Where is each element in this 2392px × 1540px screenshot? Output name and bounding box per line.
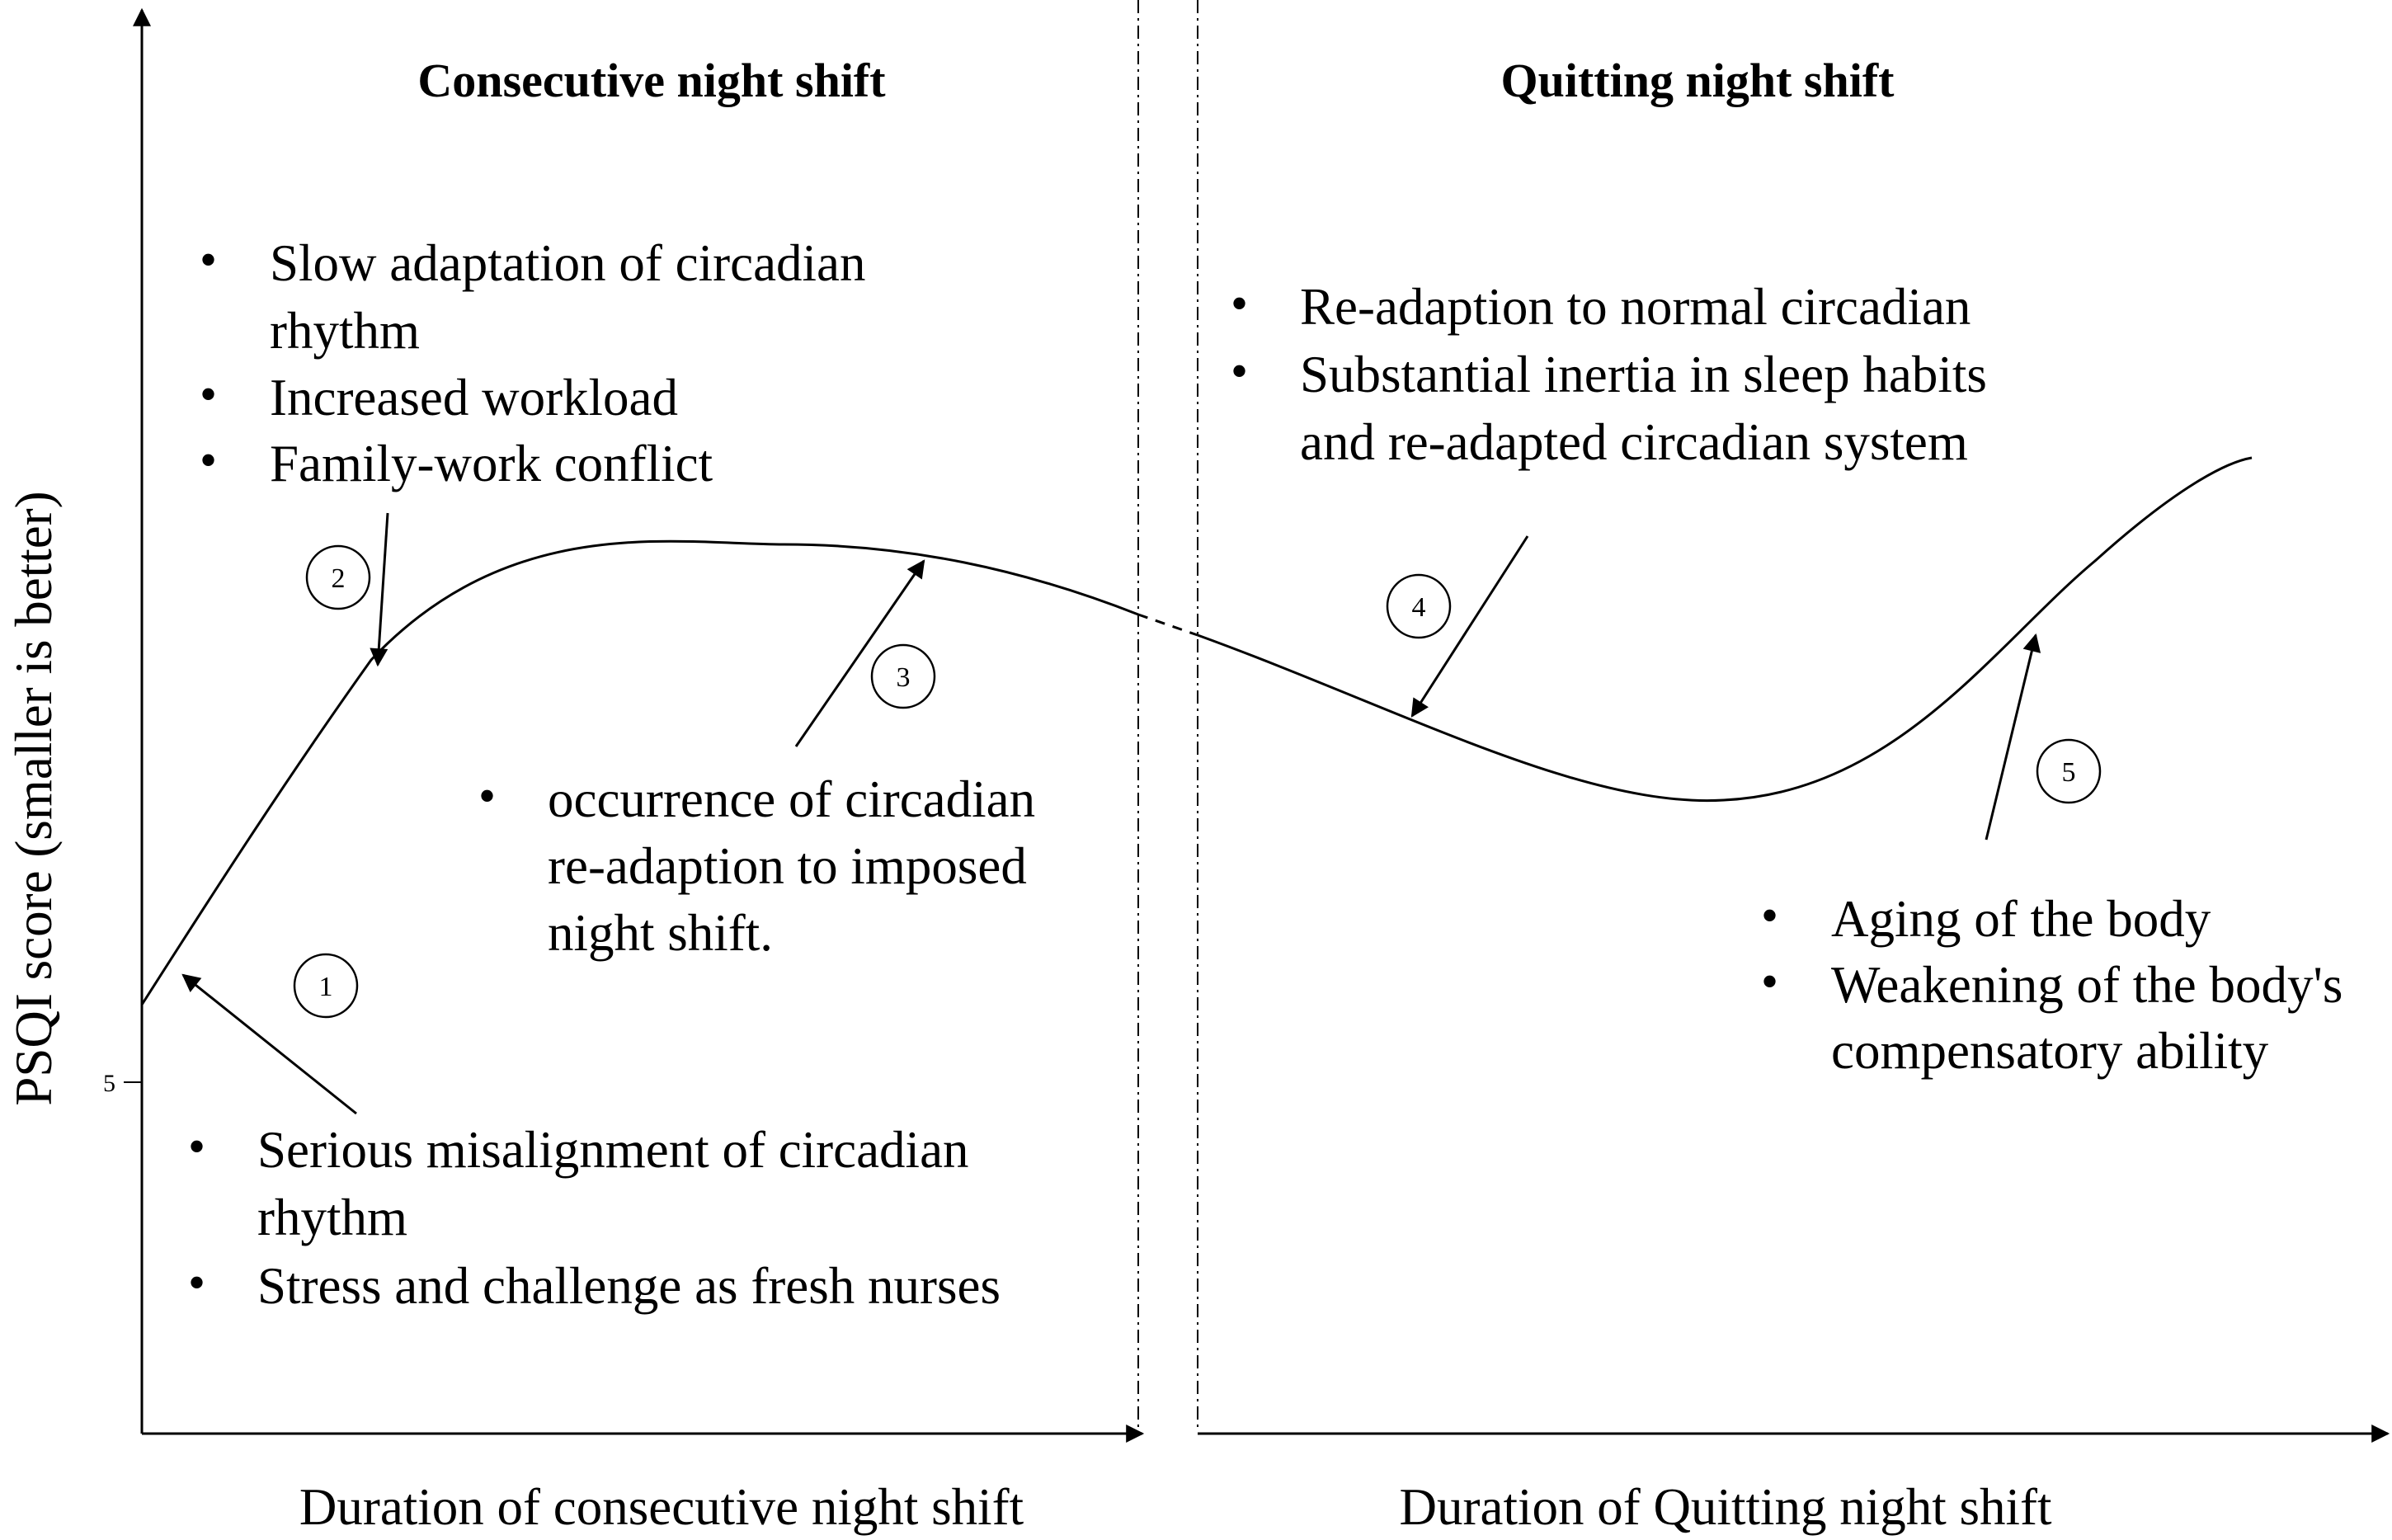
stage-5-marker [2037,740,2100,803]
svg-text:Serious misalignment of circad: Serious misalignment of circadian [257,1121,969,1179]
svg-text:5: 5 [2061,757,2076,788]
svg-text:•: • [200,367,218,421]
svg-text:occurrence of circadian: occurrence of circadian [548,770,1036,828]
right-x-axis-label: Duration of Quitting night shift [1399,1478,2052,1536]
svg-text:Weakening of the body's: Weakening of the body's [1831,956,2343,1014]
svg-text:3: 3 [896,662,911,693]
svg-text:1: 1 [318,972,333,1002]
svg-text:2: 2 [331,563,346,594]
svg-text:•: • [1231,276,1249,331]
left-x-axis-label: Duration of consecutive night shift [299,1478,1024,1536]
svg-text:compensatory ability: compensatory ability [1831,1022,2269,1080]
stage-3-description [478,769,1035,962]
stage-4-marker [1387,575,1450,638]
svg-text:•: • [200,233,218,287]
psqi-curve-transition [1138,615,1198,635]
svg-text:night shift.: night shift. [548,904,774,962]
svg-text:4: 4 [1411,592,1426,623]
svg-text:•: • [1761,954,1779,1009]
y-tick-label: 5 [103,1070,115,1097]
left-panel-title: Consecutive night shift [417,54,886,107]
stage-1-description [188,1119,1001,1315]
stage-2-marker [307,546,370,609]
svg-text:rhythm: rhythm [257,1189,407,1246]
svg-text:rhythm: rhythm [270,302,420,360]
svg-text:•: • [1761,888,1779,943]
svg-text:Re-adaption to normal circadia: Re-adaption to normal circadian [1300,278,1971,336]
svg-text:•: • [478,769,497,823]
svg-text:•: • [200,433,218,487]
stage-2-arrow [378,513,388,665]
svg-text:•: • [188,1119,206,1174]
svg-text:•: • [1231,344,1249,398]
stage-4-description [1231,276,1987,471]
svg-text:and re-adapted circadian syste: and re-adapted circadian system [1300,413,1968,471]
svg-text:Family-work conflict: Family-work conflict [270,435,713,492]
stage-1-marker [294,954,357,1017]
svg-text:Stress and challenge as fresh: Stress and challenge as fresh nurses [257,1257,1001,1315]
svg-text:Slow adaptation of circadian: Slow adaptation of circadian [270,234,866,292]
right-panel-title: Quitting night shift [1500,54,1895,107]
stage-5-arrow [1986,635,2036,840]
svg-text:Substantial inertia in sleep h: Substantial inertia in sleep habits [1300,346,1987,403]
svg-text:Increased workload: Increased workload [270,369,679,426]
svg-text:Aging of the body: Aging of the body [1831,890,2211,948]
svg-text:re-adaption to imposed: re-adaption to imposed [548,837,1027,895]
stage-2-description [200,233,866,492]
psqi-curve-quitting [1198,458,2252,801]
stage-5-description [1761,888,2343,1080]
stage-3-marker [872,645,935,708]
y-axis-label: PSQI score (smaller is better) [5,491,63,1106]
svg-text:•: • [188,1255,206,1310]
